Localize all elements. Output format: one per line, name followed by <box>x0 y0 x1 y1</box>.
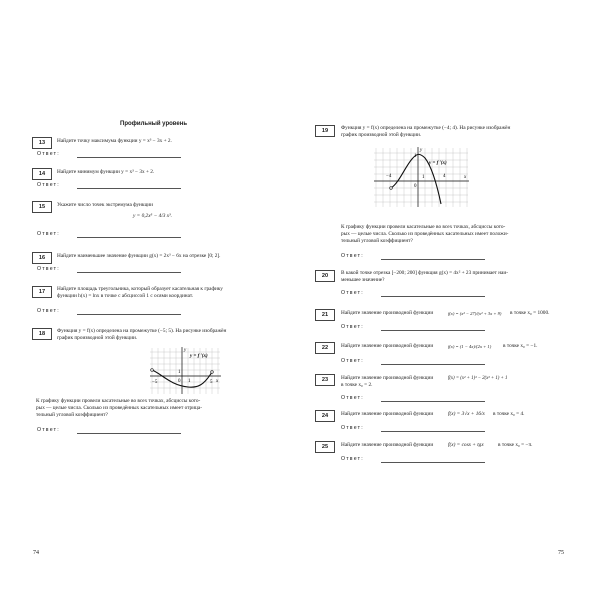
tick-y: 1 <box>178 370 181 375</box>
open-endpoint-left <box>151 369 154 372</box>
task-18-text-2: график производной этой функции. <box>57 335 138 341</box>
task-23-text: Найдите значение производной функции <box>341 375 434 381</box>
answer-label: Ответ: <box>341 395 364 401</box>
answer-label: Ответ: <box>341 253 364 259</box>
axis-y-label: y <box>184 348 187 353</box>
answer-label: Ответ: <box>37 151 60 157</box>
task-number-25: 25 <box>315 441 335 453</box>
task-19-text-2: график производной этой функции. <box>341 132 422 138</box>
page-number: 75 <box>558 550 564 556</box>
task-number-22: 22 <box>315 342 335 354</box>
task-17-text-1: Найдите площадь треугольника, который образует касательная к графику <box>57 286 223 292</box>
task-number-18: 18 <box>32 328 52 340</box>
origin-label: 0 <box>414 184 417 189</box>
tick-x: 1 <box>188 379 191 384</box>
task-number-21: 21 <box>315 309 335 321</box>
task-21-formula: f(x) = (x² − 27)/(x² + 3x + 9) <box>448 311 502 316</box>
answer-label: Ответ: <box>37 427 60 433</box>
task-25-formula: f(x) = cosx + tgx <box>448 442 484 448</box>
page-number: 74 <box>33 550 39 556</box>
open-endpoint-left <box>390 187 393 190</box>
task-number-23: 23 <box>315 374 335 386</box>
task-number-17: 17 <box>32 286 52 298</box>
answer-label: Ответ: <box>37 231 60 237</box>
task-24-tail: в точке x₀ = 4. <box>493 411 525 417</box>
answer-line-20[interactable] <box>381 296 485 297</box>
task-15-text: Укажите число точек экстремума функции <box>57 202 153 208</box>
tick-y: 1 <box>414 154 417 159</box>
graph-label: y = f ′(x) <box>190 354 208 359</box>
graph-label: y = f ′(x) <box>429 161 447 166</box>
answer-line-16[interactable] <box>77 272 181 273</box>
task-23-tail: в точке x₀ = 2. <box>341 382 373 388</box>
task-19-after-1: К графику функции провели касательные во всех точках, абсциссы кото- <box>341 224 506 230</box>
task-number-13: 13 <box>32 137 52 149</box>
task-17-text-2: функции h(x) = lnx в точке с абсциссой 1 с осями координат. <box>57 293 194 299</box>
task-number-20: 20 <box>315 270 335 282</box>
task-25-text: Найдите значение производной функции <box>341 442 434 448</box>
answer-line-14[interactable] <box>77 188 181 189</box>
task-22-tail: в точке x₀ = −1. <box>503 343 538 349</box>
origin-label: 0 <box>178 379 181 384</box>
open-endpoint-right <box>211 371 214 374</box>
derivative-graph-18 <box>148 345 223 397</box>
answer-line-22[interactable] <box>381 364 485 365</box>
task-21-text: Найдите значение производной функции <box>341 310 434 316</box>
answer-label: Ответ: <box>341 425 364 431</box>
task-25-tail: в точке x₀ = −π. <box>498 442 533 448</box>
task-22-formula: f(x) = (1 − 4x)/(2x + 1) <box>448 344 492 349</box>
right-page <box>300 0 600 600</box>
task-20-text-2: меньшее значение? <box>341 277 385 283</box>
task-18-after-1: К графику функции провели касательные во всех точках, абсциссы кото- <box>36 398 201 404</box>
task-16-text: Найдите наименьшее значение функции g(x) = 2x³ − 6x на отрезке [0; 2]. <box>57 253 221 259</box>
task-18-text-1: Функция y = f(x) определена на промежутке (−5; 5). На рисунке изображён <box>57 328 227 334</box>
answer-line-25[interactable] <box>381 462 485 463</box>
task-20-text-1: В какой точке отрезка [−200; 200] функция g(x) = 4x² + 23 принимает наи- <box>341 270 508 276</box>
answer-line-15[interactable] <box>77 237 181 238</box>
task-number-19: 19 <box>315 125 335 137</box>
answer-line-19[interactable] <box>381 259 485 260</box>
answer-label: Ответ: <box>341 358 364 364</box>
axis-x-label: x <box>216 379 219 384</box>
task-21-tail: в точке x₀ = 1000. <box>510 310 550 316</box>
answer-line-18[interactable] <box>77 433 181 434</box>
answer-label: Ответ: <box>37 266 60 272</box>
tick-x: 1 <box>422 175 425 180</box>
tick-pos: 5 <box>210 380 213 385</box>
axis-x-label: x <box>464 175 467 180</box>
axis-y-label: y <box>420 148 423 153</box>
task-number-14: 14 <box>32 168 52 180</box>
answer-line-21[interactable] <box>381 330 485 331</box>
task-19-after-2: рых — целые числа. Сколько из проведённых касательных имеет положи- <box>341 231 509 237</box>
task-number-16: 16 <box>32 252 52 264</box>
task-22-text: Найдите значение производной функции <box>341 343 434 349</box>
answer-line-23[interactable] <box>381 401 485 402</box>
task-14-text: Найдите минимум функции y = x³ − 3x + 2. <box>57 169 155 175</box>
task-19-text-1: Функция y = f(x) определена на промежутке (−4; 4). На рисунке изображён <box>341 125 511 131</box>
task-19-after-3: тельный угловой коэффициент? <box>341 238 413 244</box>
task-18-after-3: тельный угловой коэффициент? <box>36 412 108 418</box>
tick-pos: 4 <box>443 174 446 179</box>
task-18-after-2: рых — целые числа. Сколько из проведённых касательных имеет отрица- <box>36 405 202 411</box>
task-13-text: Найдите точку максимума функции y = x³ − 3x + 2. <box>57 138 172 144</box>
task-24-text: Найдите значение производной функции <box>341 411 434 417</box>
tick-neg: −4 <box>386 174 392 179</box>
derivative-graph-19 <box>372 145 470 209</box>
tick-neg: −5 <box>152 380 158 385</box>
task-15-formula: y = 0,2x⁵ − 4/3 x³. <box>133 213 172 219</box>
answer-line-17[interactable] <box>77 314 181 315</box>
answer-label: Ответ: <box>37 308 60 314</box>
answer-label: Ответ: <box>341 456 364 462</box>
answer-label: Ответ: <box>341 290 364 296</box>
task-23-formula: f(x) = (x² + 1)³ − 2(x² + 1) + 1 <box>448 376 508 381</box>
page-heading: Профильный уровень <box>120 121 188 127</box>
task-number-24: 24 <box>315 410 335 422</box>
task-24-formula: f(x) = 3√x + 16/x <box>448 411 485 417</box>
answer-label: Ответ: <box>37 182 60 188</box>
answer-label: Ответ: <box>341 324 364 330</box>
task-number-15: 15 <box>32 201 52 213</box>
answer-line-24[interactable] <box>381 431 485 432</box>
answer-line-13[interactable] <box>77 157 181 158</box>
